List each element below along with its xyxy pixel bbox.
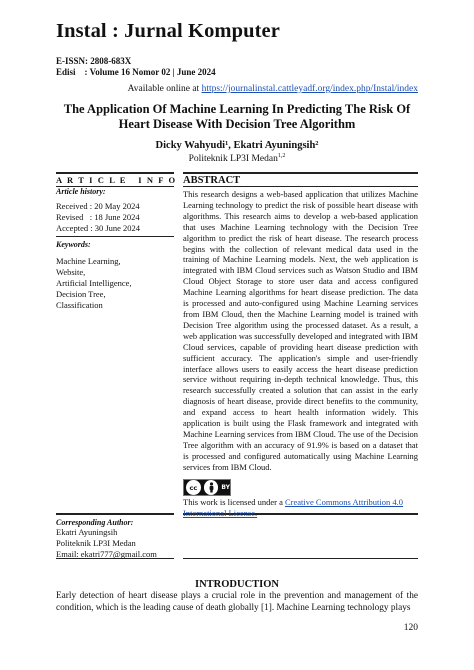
divider	[183, 172, 418, 174]
corresponding-author-email: Email: ekatri777@gmail.com	[56, 549, 157, 559]
corresponding-author-label: Corresponding Author:	[56, 518, 134, 527]
introduction-heading: INTRODUCTION	[194, 579, 279, 590]
article-history-label: Article history:	[56, 187, 106, 196]
divider	[56, 513, 174, 515]
divider	[183, 186, 418, 187]
journal-title: Instal : Jurnal Komputer	[56, 20, 280, 42]
cc-license-badge[interactable]	[183, 479, 231, 496]
keyword-item: Machine Learning,	[56, 256, 121, 266]
article-info-column	[56, 175, 177, 234]
journal-url-link[interactable]: https://journalinstal.cattleyadf.org/index.php/Instal/index	[201, 84, 418, 94]
history-accepted: Accepted : 30 June 2024	[56, 223, 141, 233]
corresponding-author-block	[56, 518, 174, 560]
keyword-item: Decision Tree,	[56, 289, 106, 299]
by-label: BY	[221, 484, 230, 491]
edition-info: Edisi : Volume 16 Nomor 02 | June 2024	[56, 67, 216, 77]
license-statement	[183, 497, 418, 518]
license-link[interactable]: Creative Commons Attribution 4.0 International License.	[183, 497, 404, 518]
cc-icon: cc	[186, 480, 201, 495]
article-info-heading: A R T I C L E I N F O	[56, 175, 177, 185]
divider	[56, 172, 174, 174]
abstract-heading: ABSTRACT	[183, 175, 241, 186]
abstract-text: This research designs a web-based application that utilizes Machine Learning technology to predict the risk of possible heart disease with algorithms. This research aims to develop a web-based application that uses Machine Learning technology with the Decision Tree algorithm to predict the risk of heart disease. The research process begins with the collection of relevant medical data used in the training of Machine Learning models. Next, the web application is integrated with IBM Cloud services such as Watson Studio and IBM Cloud Object Storage to store user data and access configured Machine Learning algorithms for heart disease prediction. The data is processed and auto-configured using Machine Learning services from IBM Cloud, then the Machine Learning model is trained with Decision Tree algorithm using the processed dataset. As a result, a web application was successfully developed and integrated with IBM Cloud services, capable of providing heart disease prediction with sufficient accuracy. The application's simple and user-friendly interface allows users to easily access the heart disease prediction service without requiring in-depth technical knowledge. Thus, this research successfully created a solution that can assist in the early diagnosis of heart disease, provide direct benefits to the community, and expand access to heart health information widely. This application is built using the Flask framework and integrated with Machine Learning services from IBM Cloud. The use of the Decision Tree algorithm with an accuracy of 91.9% is based on a dataset that is processed and configured automatically using Machine Learning services from IBM Cloud.	[183, 189, 418, 472]
divider	[183, 558, 418, 559]
keyword-item: Artificial Intelligence,	[56, 278, 132, 288]
affiliation	[56, 153, 418, 164]
history-received: Received : 20 May 2024	[56, 201, 140, 211]
corresponding-author-institution: Politeknik LP3I Medan	[56, 538, 136, 548]
history-revised: Revised : 18 June 2024	[56, 212, 140, 222]
paper-title: The Application Of Machine Learning In Predicting The Risk Of Heart Disease With Decision Tree Algorithm	[63, 102, 411, 131]
license-prefix: This work is licensed under a	[183, 497, 285, 507]
divider	[56, 236, 174, 237]
online-availability	[128, 84, 418, 94]
keywords-label: Keywords:	[56, 240, 91, 249]
online-prefix: Available online at	[127, 84, 202, 94]
affiliation-name: Politeknik LP3I Medan	[188, 154, 278, 165]
by-person-icon	[204, 480, 219, 495]
authors: Dicky Wahyudi¹, Ekatri Ayuningsih²	[155, 140, 319, 151]
page-number: 120	[403, 623, 418, 633]
issn: E-ISSN: 2808-683X	[56, 56, 132, 66]
corresponding-author-name: Ekatri Ayuningsih	[56, 527, 118, 537]
introduction-text: Early detection of heart disease plays a crucial role in the prevention and management of the condition, which is the leading cause of death globally [1]. Machine Learning technology plays	[56, 591, 418, 613]
keywords-block	[56, 240, 174, 311]
keyword-item: Classification	[56, 300, 103, 310]
keyword-item: Website,	[56, 267, 86, 277]
affiliation-sup: 1,2	[277, 153, 286, 159]
